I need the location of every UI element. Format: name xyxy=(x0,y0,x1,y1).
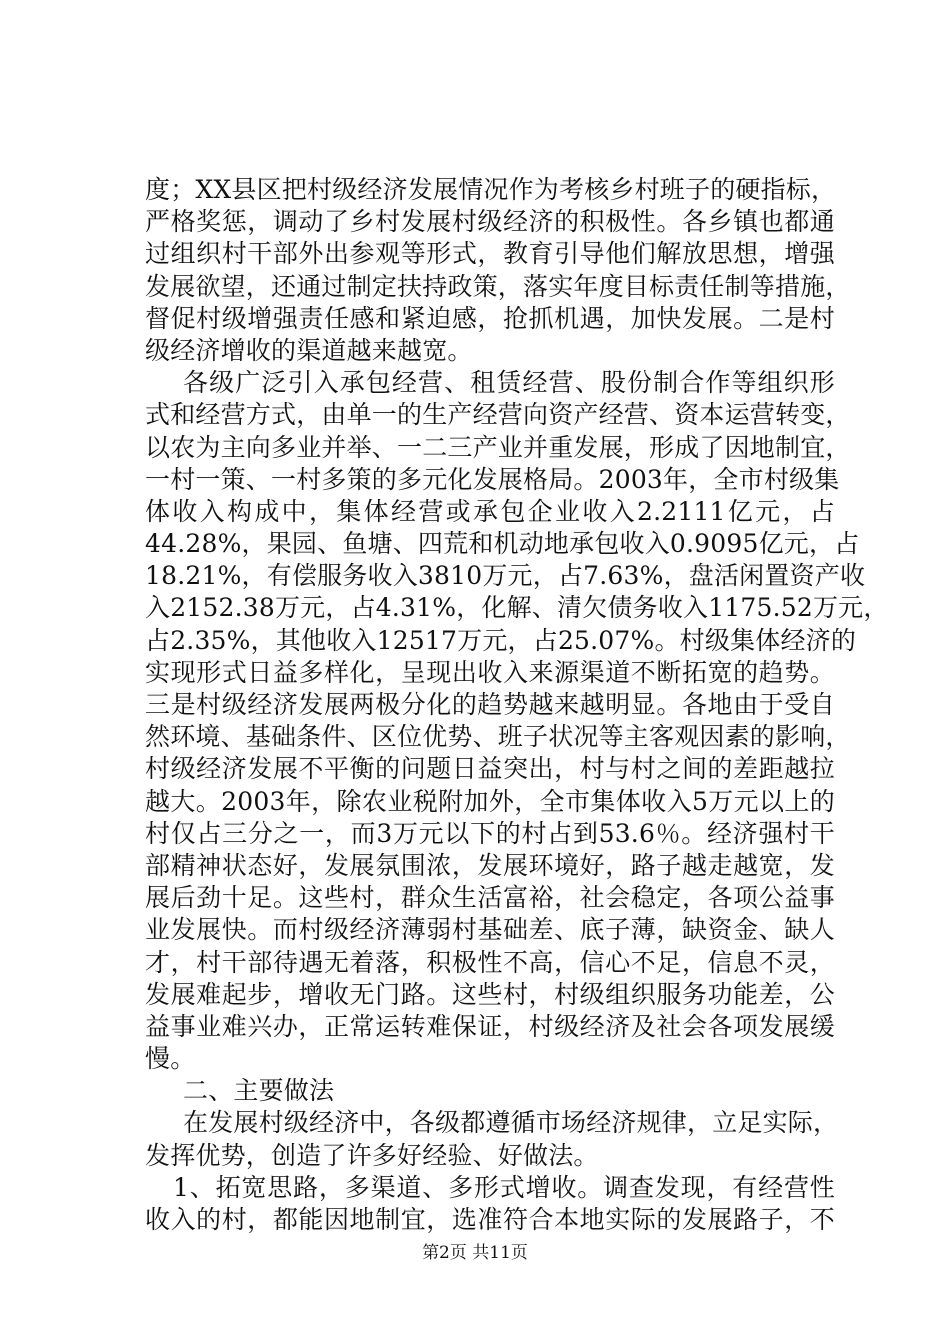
text-line: 44.28%，果园、鱼塘、四荒和机动地承包收入0.9095亿元，占 xyxy=(145,529,860,559)
text-line: 实现形式日益多样化，呈现出收入来源渠道不断拓宽的趋势。 xyxy=(145,657,835,687)
body-text xyxy=(145,174,889,1236)
text-line: 才，村干部待遇无着落，积极性不高，信心不足，信息不灵， xyxy=(145,947,835,977)
page-footer: 第2页 共11页 xyxy=(422,1243,528,1263)
text-line: 发展难起步，增收无门路。这些村，村级组织服务功能差，公 xyxy=(145,979,835,1009)
text-line: 业发展快。而村级经济薄弱村基础差、底子薄，缺资金、缺人 xyxy=(145,915,835,945)
text-line: 入2152.38万元，占4.31%，化解、清欠债务收入1175.52万元， xyxy=(145,593,889,623)
text-line: 慢。 xyxy=(145,1044,196,1074)
text-line: 村级经济发展不平衡的问题日益突出，村与村之间的差距越拉 xyxy=(145,754,835,784)
text-line: 村仅占三分之一，而3万元以下的村占到53.6％。经济强村干 xyxy=(145,818,835,848)
text-line: 督促村级增强责任感和紧迫感，抢抓机遇，加快发展。二是村 xyxy=(145,303,835,333)
text-line: 18.21%，有偿服务收入3810万元，占7.63%，盘活闲置资产收 xyxy=(145,561,866,591)
text-line: 式和经营方式，由单一的生产经营向资产经营、资本运营转变， xyxy=(145,400,851,430)
text-line: 以农为主向多业并举、一二三产业并重发展，形成了因地制宜， xyxy=(145,432,851,462)
text-line: 一村一策、一村多策的多元化发展格局。2003年，全市村级集 xyxy=(145,464,840,494)
text-line: 益事业难兴办，正常运转难保证，村级经济及社会各项发展缓 xyxy=(145,1011,835,1041)
text-line: 严格奖惩，调动了乡村发展村级经济的积极性。各乡镇也都通 xyxy=(145,207,835,237)
text-line: 各级广泛引入承包经营、租赁经营、股份制合作等组织形 xyxy=(183,368,835,398)
text-line: 发展欲望，还通过制定扶持政策，落实年度目标责任制等措施， xyxy=(145,271,851,301)
text-line: 然环境、基础条件、区位优势、班子状况等主客观因素的影响， xyxy=(145,722,851,752)
text-line: 1、拓宽思路，多渠道、多形式增收。调查发现，有经营性 xyxy=(173,1172,835,1202)
text-line: 度；XX县区把村级经济发展情况作为考核乡村班子的硬指标， xyxy=(145,175,837,204)
text-line: 收入的村，都能因地制宜，选准符合本地实际的发展路子，不 xyxy=(145,1205,835,1234)
text-line: 级经济增收的渠道越来越宽。 xyxy=(145,335,473,365)
text-line: 占2.35%，其他收入12517万元，占25.07%。村级集体经济的 xyxy=(145,625,857,655)
section-heading: 二、主要做法 xyxy=(183,1076,335,1106)
text-line: 展后劲十足。这些村，群众生活富裕，社会稳定，各项公益事 xyxy=(145,883,835,913)
text-line: 部精神状态好，发展氛围浓，发展环境好，路子越走越宽，发 xyxy=(145,850,835,880)
text-line: 体收入构成中，集体经营或承包企业收入2.2111亿元，占 xyxy=(145,496,835,526)
text-line: 三是村级经济发展两极分化的趋势越来越明显。各地由于受自 xyxy=(145,690,835,719)
text-line: 在发展村级经济中，各级都遵循市场经济规律，立足实际， xyxy=(183,1108,839,1138)
text-line: 发挥优势，创造了许多好经验、好做法。 xyxy=(145,1140,599,1170)
text-line: 过组织村干部外出参观等形式，教育引导他们解放思想，增强 xyxy=(145,239,835,269)
text-line: 越大。2003年，除农业税附加外，全市集体收入5万元以上的 xyxy=(145,786,835,816)
